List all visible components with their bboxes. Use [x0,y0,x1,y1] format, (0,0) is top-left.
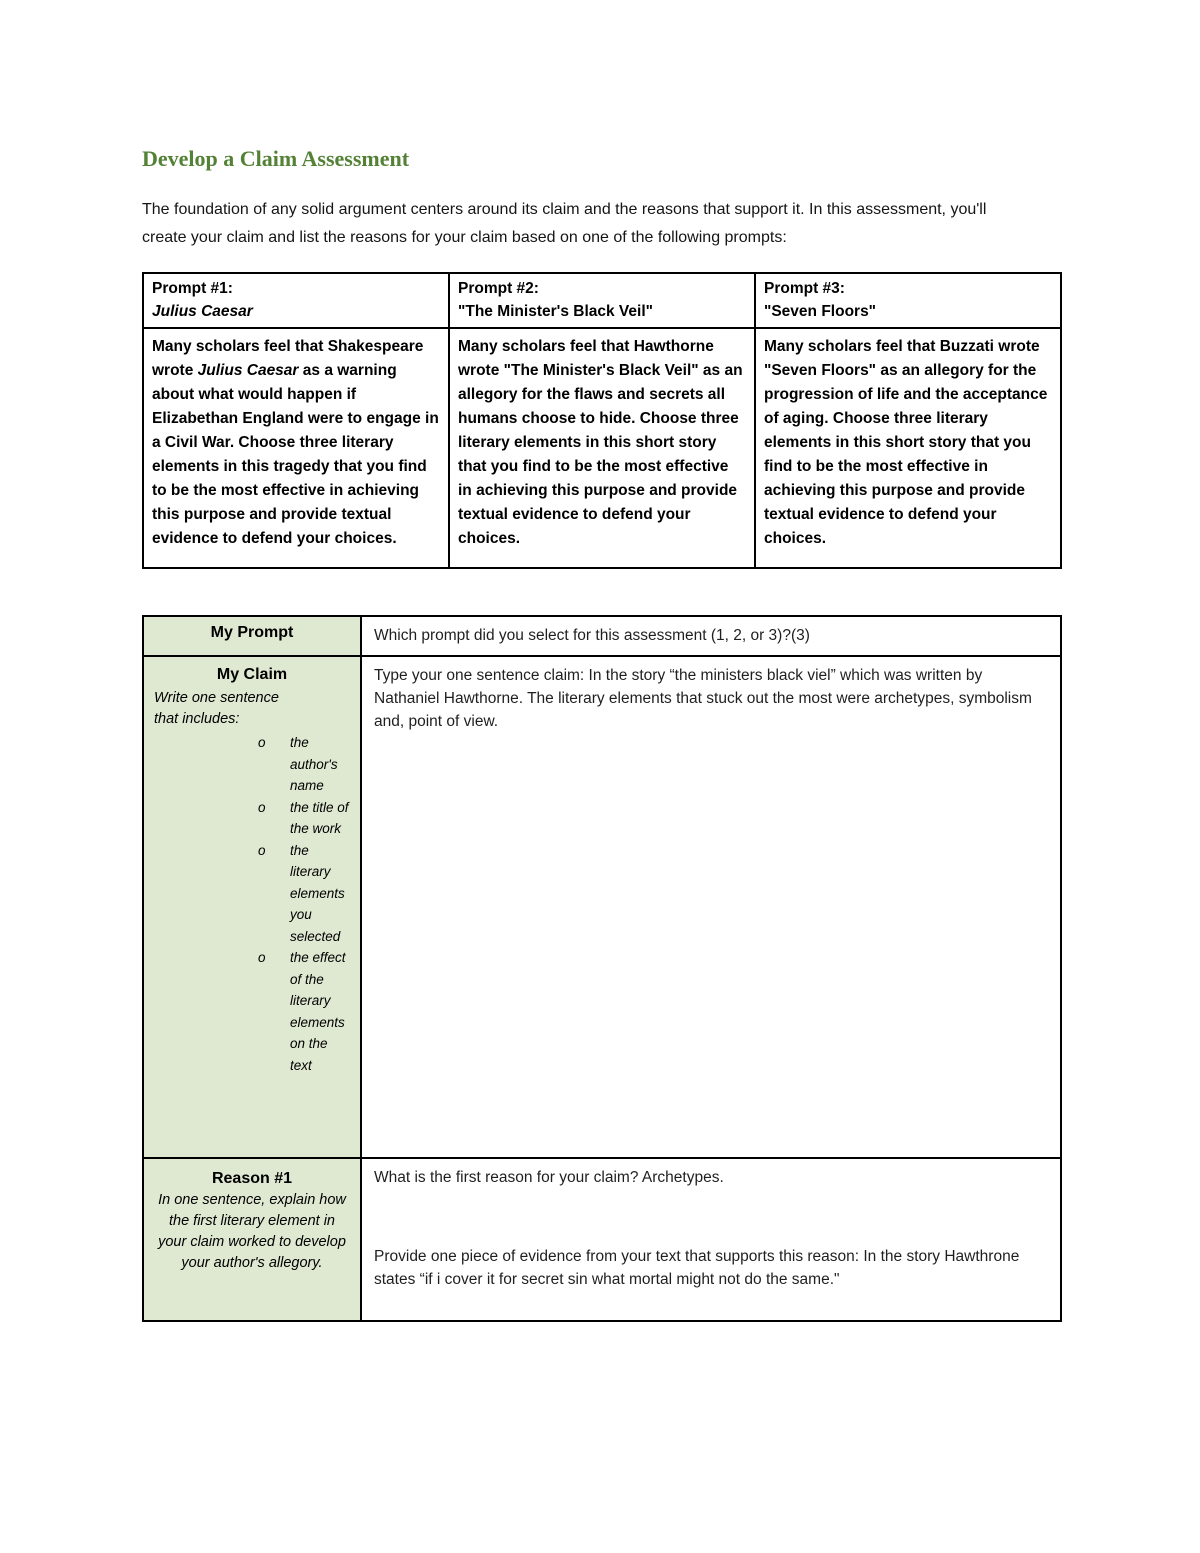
prompt-1-description-post: as a warning about what would happen if Elizabethan England were to engage in a Civil War. Choose three literary elements in this tragedy that you find to be the most effective in achieving this purpose and provide textual evidence to defend your choices. [152,362,439,547]
claim-bullet-item [258,797,350,840]
my-prompt-label: My Prompt [210,624,294,641]
prompt-1-description [143,328,449,568]
prompt-2-description: Many scholars feel that Hawthorne wrote "The Minister's Black Veil" as an allegory for the flaws and secrets all humans choose to hide. Choose three literary elements in this short story that you find to be the most effective in achieving this purpose and provide textual evidence to defend your choices. [449,328,755,568]
reason-1-instruction: In one sentence, explain how the first literary element in your claim worked to develop your author's allegory. [158,1192,346,1271]
prompt-3-label: Prompt #3: [764,280,845,297]
claim-bullet-text: the effect of the literary elements on the text [290,950,346,1073]
claim-bullet-text: the literary elements you selected [290,842,345,944]
claim-bullet-text: the author's name [290,735,338,793]
bullet-marker: o [258,950,266,965]
prompts-body-row [143,328,1061,568]
prompt-1-description-pre: Many scholars feel that Shakespeare wrote [152,338,424,379]
reason-1-row [143,1158,1061,1321]
claim-bullet-text: the title of the work [290,799,349,836]
claim-bullet-item [258,732,350,797]
reason-1-answer-cell[interactable] [361,1158,1061,1321]
my-claim-bullet-list [154,732,350,1076]
my-prompt-label-cell [143,616,361,656]
prompt-2-work-title: "The Minister's Black Veil" [458,303,653,320]
prompt-1-header-cell [143,273,449,328]
my-claim-row [143,656,1061,1158]
prompt-3-header-cell [755,273,1061,328]
prompt-3-description: Many scholars feel that Buzzati wrote "Seven Floors" as an allegory for the progression of life and the acceptance of aging. Choose three literary elements in this short story that you find to be the most effective in achieving this purpose and provide textual evidence to defend your choices. [755,328,1061,568]
my-claim-instruction: Write one sentence that includes: [154,690,279,727]
my-prompt-answer-cell[interactable] [361,616,1061,656]
my-prompt-answer-text: Which prompt did you select for this assessment (1, 2, or 3)?(3) [374,627,810,644]
my-claim-label-cell [143,656,361,1158]
prompt-1-work-title: Julius Caesar [152,303,253,320]
bullet-marker: o [258,735,266,750]
reason-1-label: Reason #1 [211,1170,293,1187]
reason-1-label-cell [143,1158,361,1321]
prompt-1-description-work: Julius Caesar [197,362,299,379]
my-claim-label: My Claim [216,666,288,683]
page-title: Develop a Claim Assessment [142,146,410,171]
my-claim-answer-cell[interactable] [361,656,1061,1158]
bullet-marker: o [258,842,266,858]
prompt-2-label: Prompt #2: [458,280,539,297]
answers-table [142,615,1062,1322]
my-claim-answer-text: Type your one sentence claim: In the story “the ministers black viel” which was written by Nathaniel Hawthorne. The literary elements that stuck out the most were archetypes, symbolism and, point of view. [374,667,1032,730]
prompts-table [142,272,1062,569]
claim-bullet-item [258,947,350,1076]
prompts-header-row [143,273,1061,328]
claim-bullet-item [258,840,350,948]
reason-1-question-text: What is the first reason for your claim? Archetypes. [374,1169,724,1186]
intro-paragraph: The foundation of any solid argument centers around its claim and the reasons that support it. In this assessment, you'll create your claim and list the reasons for your claim based on one of the following prompts: [142,201,987,246]
my-prompt-row [143,616,1061,656]
bullet-marker: o [258,799,266,815]
reason-1-evidence-text: Provide one piece of evidence from your text that supports this reason: In the story Hawthrone states “if i cover it for secret sin what mortal might not do the same." [374,1248,1020,1288]
prompt-1-label: Prompt #1: [152,280,233,297]
prompt-3-work-title: "Seven Floors" [764,303,877,320]
prompt-2-header-cell [449,273,755,328]
